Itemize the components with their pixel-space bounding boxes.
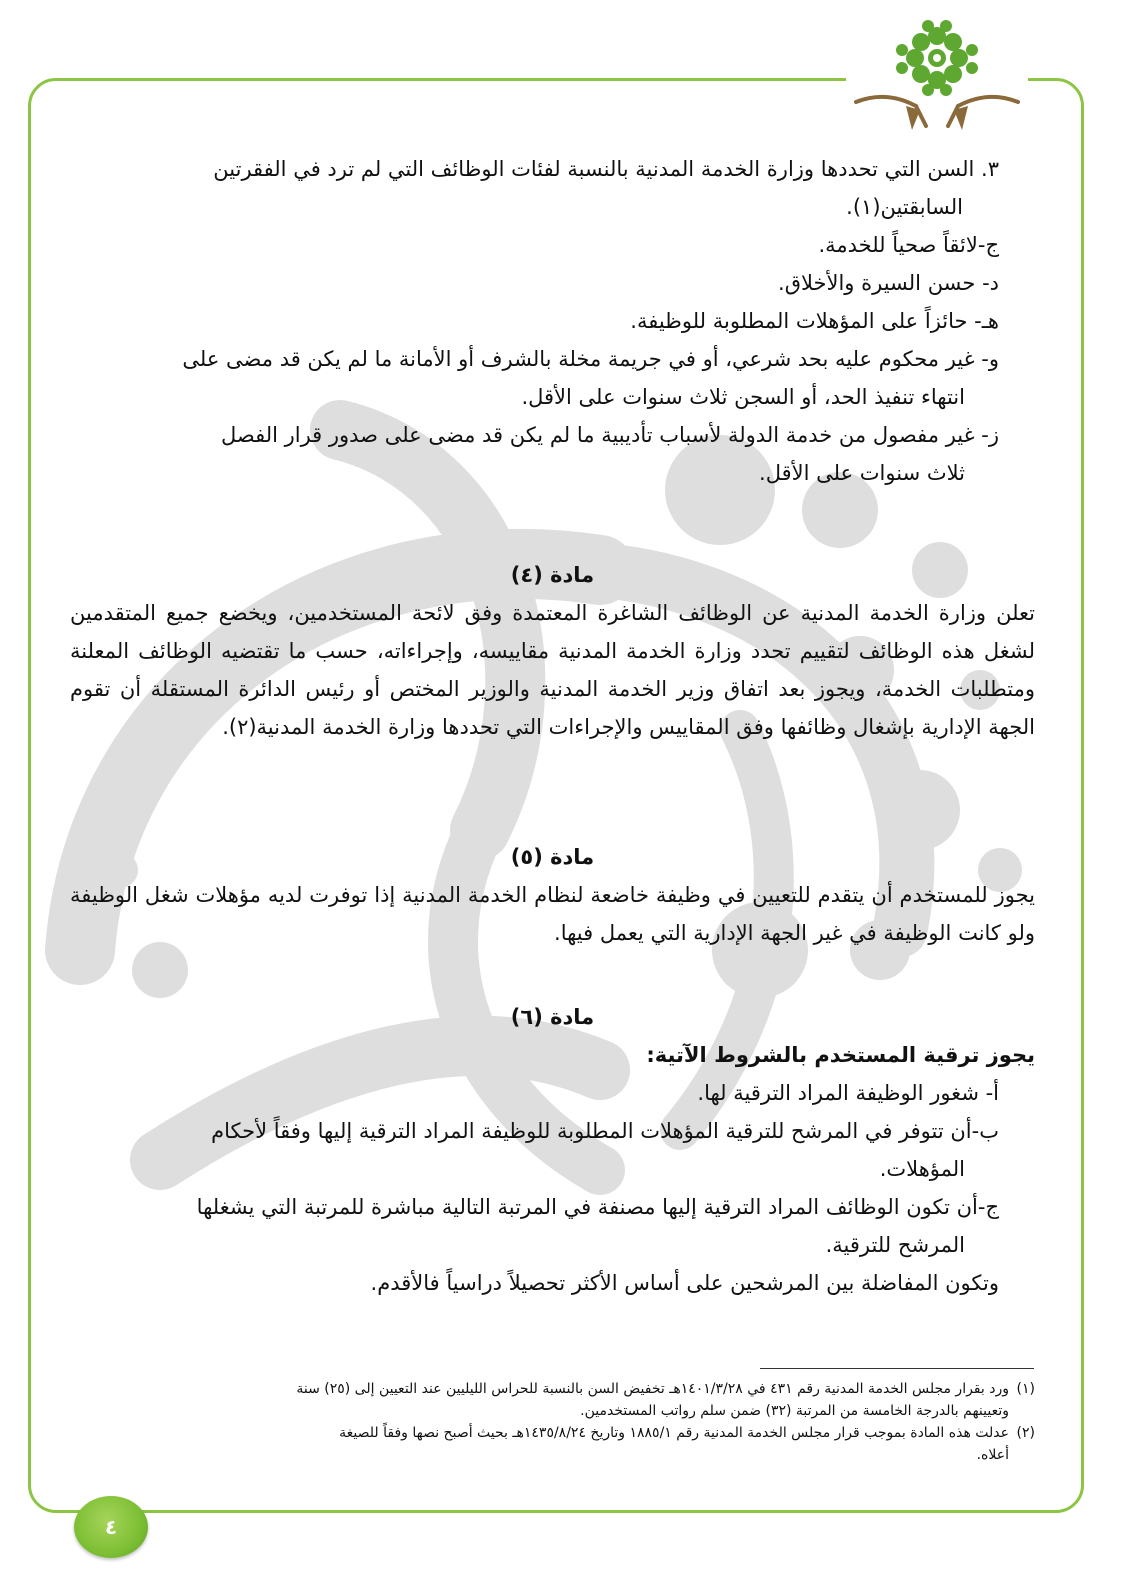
footnotes <box>70 1378 1035 1466</box>
article6-lead: يجوز ترقية المستخدم بالشروط الآتية: <box>646 1043 1035 1067</box>
item-3-line1: ٣. السن التي تحددها وزارة الخدمة المدنية بالنسبة لفئات الوظائف التي لم ترد في الفقرتين <box>213 157 999 181</box>
article6-heading: مادة (٦) <box>510 1005 595 1029</box>
item-w-line1: و- غير محكوم عليه بحد شرعي، أو في جريمة مخلة بالشرف أو الأمانة ما لم يكن قد مضى على <box>182 347 999 371</box>
item-d: د- حسن السيرة والأخلاق. <box>778 271 999 295</box>
article6-closing: وتكون المفاضلة بين المرشحين على أساس الأكثر تحصيلاً دراسياً فالأقدم. <box>370 1271 999 1295</box>
article5-heading: مادة (٥) <box>510 845 595 869</box>
footnote-1-line1: ورد بقرار مجلس الخدمة المدنية رقم ٤٣١ في ١٤٠١/٣/٢٨هـ تخفيض السن بالنسبة للحراس الليليين عند التعيين إلى (٢٥) سنة <box>296 1381 1009 1397</box>
footnote-separator <box>760 1368 1034 1369</box>
article6-item-b-line1: ب-أن تتوفر في المرشح للترقية المؤهلات المطلوبة للوظيفة المراد الترقية إليها وفقاً لأحكام <box>211 1119 999 1143</box>
article5 <box>70 838 1035 952</box>
article6-item-j-line1: ج-أن تكون الوظائف المراد الترقية إليها مصنفة في المرتبة التالية مباشرة للمرتبة التي يشغلها <box>196 1195 999 1219</box>
footnote-2-number: (٢) <box>1016 1425 1035 1441</box>
article5-text: يجوز للمستخدم أن يتقدم للتعيين في وظيفة خاضعة لنظام الخدمة المدنية إذا توفرت لديه مؤهلات شغل الوظيفة ولو كانت الوظيفة في غير الجهة الإدارية التي يعمل فيها. <box>70 883 1035 945</box>
article4-text: تعلن وزارة الخدمة المدنية عن الوظائف الشاغرة المعتمدة وفق لائحة المستخدمين، ويخضع جميع المتقدمين لشغل هذه الوظائف لتقييم تحدد وزارة الخدمة المدنية مقاييسه، وإجراءاته، حسب ما تقتضيه الوظائف المعلنة ومتطلبات الخدمة، ويجوز بعد اتفاق وزير الخدمة المدنية والوزير المختص أو رئيس الدائرة المستقلة أن تقوم الجهة الإدارية بإشغال وظائفها وفق المقاييس والإجراءات التي تحددها وزارة الخدمة المدنية(٢). <box>70 601 1035 739</box>
item-z-line1: ز- غير مفصول من خدمة الدولة لأسباب تأديبية ما لم يكن قد مضى على صدور قرار الفصل <box>220 423 999 447</box>
article6-item-b-line2: المؤهلات. <box>879 1157 965 1181</box>
item-h: هـ- حائزاً على المؤهلات المطلوبة للوظيفة. <box>630 309 999 333</box>
organization-logo <box>846 14 1028 139</box>
item-3-line2: السابقتين(١). <box>846 195 963 219</box>
footnote-2-line1: عدلت هذه المادة بموجب قرار مجلس الخدمة المدنية رقم ١٨٨٥/١ وتاريخ ١٤٣٥/٨/٢٤هـ بحيث أصبح نصها وفقاً للصيغة <box>339 1425 1009 1441</box>
item-w-line2: انتهاء تنفيذ الحد، أو السجن ثلاث سنوات على الأقل. <box>521 385 965 409</box>
footnote-1 <box>70 1378 1035 1422</box>
footnote-2-line2: أعلاه. <box>976 1447 1009 1463</box>
item-j: ج-لائقاً صحياً للخدمة. <box>818 233 999 257</box>
article6 <box>70 998 1035 1302</box>
article6-item-a: أ- شغور الوظيفة المراد الترقية لها. <box>697 1081 999 1105</box>
footnote-1-number: (١) <box>1016 1381 1035 1397</box>
item-z-line2: ثلاث سنوات على الأقل. <box>759 461 965 485</box>
article3-continuation <box>70 150 1035 492</box>
page-number: ٤ <box>104 1515 118 1539</box>
article4-heading: مادة (٤) <box>510 563 595 587</box>
page-number-badge <box>74 1496 148 1558</box>
article4 <box>70 556 1035 746</box>
article6-item-j-line2: المرشح للترقية. <box>825 1233 965 1257</box>
footnote-1-line2: وتعيينهم بالدرجة الخامسة من المرتبة (٣٢) ضمن سلم رواتب المستخدمين. <box>580 1403 1009 1419</box>
footnote-2 <box>70 1422 1035 1466</box>
